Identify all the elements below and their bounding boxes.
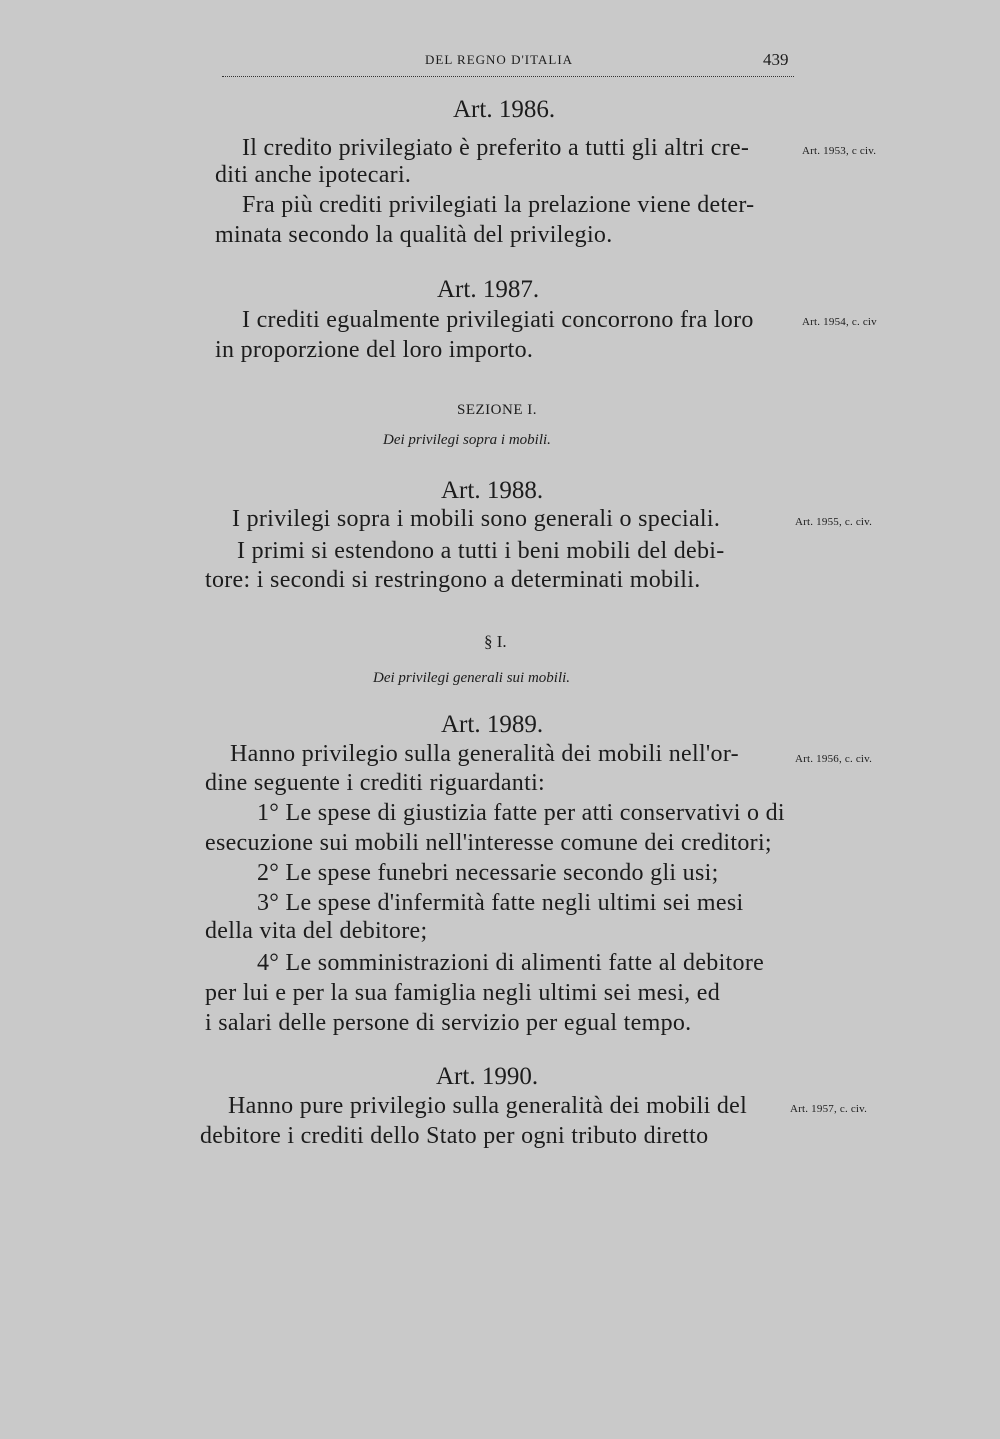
paragraph-title: Dei privilegi generali sui mobili. bbox=[373, 670, 571, 686]
article-1988-line-2: I primi si estendono a tutti i beni mobili del debi- bbox=[237, 538, 725, 564]
article-1989-line-2: dine seguente i crediti riguardanti: bbox=[205, 770, 546, 796]
article-1989-line-8: 4° Le somministrazioni di alimenti fatte al debitore bbox=[257, 950, 765, 976]
article-1988-line-1: I privilegi sopra i mobili sono generali o speciali. bbox=[232, 506, 721, 532]
header-rule bbox=[222, 76, 794, 77]
section-title: Dei privilegi sopra i mobili. bbox=[383, 432, 551, 448]
section-label: SEZIONE I. bbox=[457, 402, 537, 418]
article-1989-line-1: Hanno privilegio sulla generalità dei mobili nell'or- bbox=[230, 741, 739, 767]
article-1987-line-2: in proporzione del loro importo. bbox=[215, 337, 534, 363]
article-1989-line-3: 1° Le spese di giustizia fatte per atti conservativi o di bbox=[257, 800, 785, 826]
margin-note-1989: Art. 1956, c. civ. bbox=[795, 753, 873, 765]
article-1986-line-3: Fra più crediti privilegiati la prelazione viene deter- bbox=[242, 192, 755, 218]
article-1989-line-7: della vita del debitore; bbox=[205, 918, 428, 944]
article-1989-line-9: per lui e per la sua famiglia negli ultimi sei mesi, ed bbox=[205, 980, 721, 1006]
article-1987-line-1: I crediti egualmente privilegiati concorrono fra loro bbox=[242, 307, 754, 333]
paragraph-label: § I. bbox=[484, 632, 507, 651]
article-heading-1989: Art. 1989. bbox=[441, 711, 544, 738]
article-1986-line-1: Il credito privilegiato è preferito a tutti gli altri cre- bbox=[242, 135, 750, 161]
article-1990-line-1: Hanno pure privilegio sulla generalità dei mobili del bbox=[228, 1093, 748, 1119]
article-heading-1986: Art. 1986. bbox=[453, 96, 556, 123]
margin-note-1990: Art. 1957, c. civ. bbox=[790, 1103, 868, 1115]
article-1988-line-3: tore: i secondi si restringono a determinati mobili. bbox=[205, 567, 701, 593]
margin-note-1987: Art. 1954, c. civ bbox=[802, 316, 877, 328]
article-heading-1988: Art. 1988. bbox=[441, 477, 544, 504]
article-1989-line-5: 2° Le spese funebri necessarie secondo gli usi; bbox=[257, 860, 719, 886]
margin-note-1986: Art. 1953, c civ. bbox=[802, 145, 877, 157]
article-1986-line-4: minata secondo la qualità del privilegio. bbox=[215, 222, 613, 248]
article-1986-line-2: diti anche ipotecari. bbox=[215, 162, 412, 188]
article-1990-line-2: debitore i crediti dello Stato per ogni tributo diretto bbox=[200, 1123, 709, 1149]
article-heading-1987: Art. 1987. bbox=[437, 276, 540, 303]
margin-note-1988: Art. 1955, c. civ. bbox=[795, 516, 873, 528]
article-1989-line-4: esecuzione sui mobili nell'interesse comune dei creditori; bbox=[205, 830, 772, 856]
article-1989-line-6: 3° Le spese d'infermità fatte negli ultimi sei mesi bbox=[257, 890, 744, 916]
page-number: 439 bbox=[763, 50, 789, 69]
article-heading-1990: Art. 1990. bbox=[436, 1063, 539, 1090]
article-1989-line-10: i salari delle persone di servizio per egual tempo. bbox=[205, 1010, 692, 1036]
running-header-title: DEL REGNO D'ITALIA bbox=[425, 52, 574, 67]
